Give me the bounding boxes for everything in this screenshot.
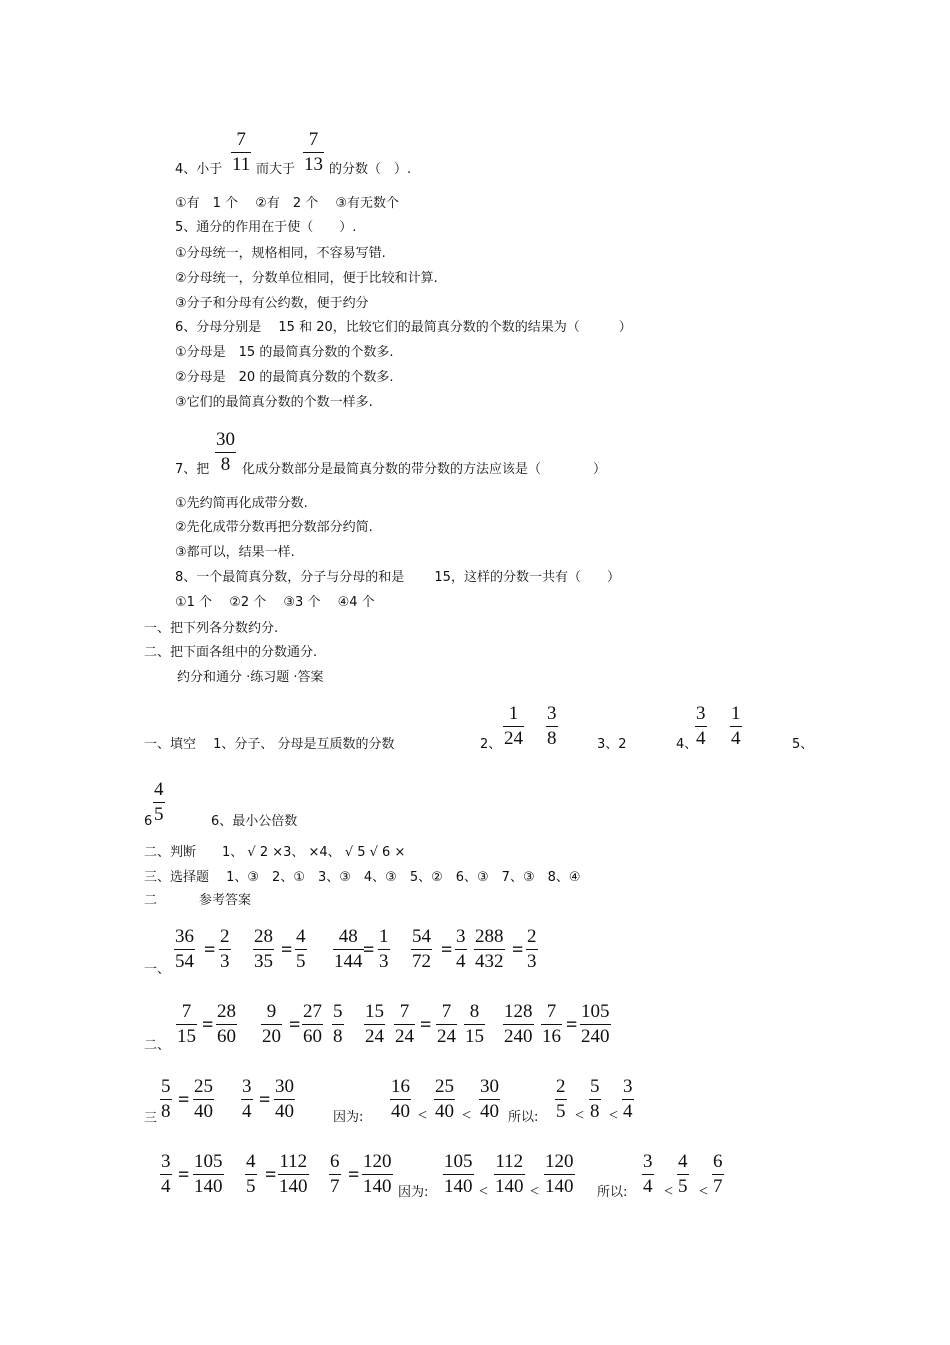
answer-1-item-5: 5、 [792,737,814,752]
fraction-4-5: 4 5 [154,779,164,825]
answer-3-choices: 三、选择题 1、③ 2、① 3、③ 4、③ 5、② 6、③ 7、③ 8、④ [144,870,581,885]
row1-fraction: 28 35 [254,926,273,972]
section-1-heading: 一、把下列各分数约分. [144,621,279,636]
equals-sign: = [265,1164,277,1186]
row4-fraction: 4 5 [678,1151,688,1197]
answer-1-text: 一、填空 1、分子、 分母是互质数的分数 [144,737,395,752]
row4-fraction: 112 140 [495,1151,524,1197]
row1-label: 一、 [144,962,171,977]
q7-option-1: ①先约简再化成带分数. [175,496,308,511]
fraction-3-8: 3 8 [547,703,557,749]
q7-text-b: 化成分数部分是最简真分数的带分数的方法应该是（ ） [242,462,607,477]
fraction-1-4: 1 4 [731,703,741,749]
section-2-heading: 二、把下面各组中的分数通分. [144,645,318,660]
equals-sign: = [348,1164,360,1186]
fraction-7-13: 7 13 [304,129,323,175]
row3-fraction: 3 4 [242,1076,252,1122]
q5-option-3: ③分子和分母有公约数，便于约分 [175,296,369,311]
equals-sign: = [363,939,375,961]
equals-sign: = [178,1089,190,1111]
answer-1-item-4: 4、 [676,737,698,752]
row3-fraction: 5 8 [590,1076,600,1122]
row1-fraction: 48 144 [334,926,363,972]
row3-fraction: 2 5 [556,1076,566,1122]
equals-sign: = [420,1014,432,1036]
q4-text-c: 的分数（ ）. [329,162,412,177]
row2-fraction: 9 20 [262,1001,281,1047]
q8-text: 8、一个最简真分数，分子与分母的和是 15，这样的分数一共有（ ） [175,570,620,585]
q6-option-1: ①分母是 15 的最简真分数的个数多. [175,345,394,360]
equals-sign: = [289,1014,301,1036]
q4-text-b: 而大于 [256,162,296,177]
row4-because: 因为: [398,1185,429,1200]
answer-1-item-6: 6、最小公倍数 [211,814,298,829]
q7-option-3: ③都可以，结果一样. [175,545,295,560]
less-than-sign: < [699,1183,709,1200]
row1-fraction: 4 5 [296,926,306,972]
equals-sign: = [259,1089,271,1111]
row4-fraction: 112 140 [279,1151,308,1197]
row4-fraction: 4 5 [246,1151,256,1197]
row1-fraction: 3 4 [456,926,466,972]
q4-text-a: 4、小于 [175,162,223,177]
answer-1-item-2: 2、 [480,737,502,752]
row4-fraction: 105 140 [194,1151,223,1197]
row4-fraction: 6 7 [330,1151,340,1197]
q7-option-2: ②先化成带分数再把分数部分约简. [175,520,373,535]
answer-2-judgement: 二、判断 1、 √ 2 ×3、 ×4、 √ 5 √ 6 × [144,845,406,860]
row4-fraction: 6 7 [713,1151,723,1197]
q6-text: 6、分母分别是 15 和 20，比较它们的最简真分数的个数的结果为（ ） [175,320,632,335]
row1-fraction: 288 432 [475,926,504,972]
equals-sign: = [512,939,524,961]
row3-fraction: 3 4 [623,1076,633,1122]
q7-text-a: 7、把 [175,462,210,477]
answer-1-item-3: 3、2 [597,737,627,752]
q5-option-1: ①分母统一，规格相同，不容易写错. [175,246,386,261]
row3-fraction: 25 40 [194,1076,213,1122]
fraction-1-24: 1 24 [504,703,523,749]
answer-1-item-6-num: 6 [144,814,153,829]
equals-sign: = [178,1164,190,1186]
row1-fraction: 1 3 [379,926,389,972]
row4-fraction: 3 4 [161,1151,171,1197]
row2-label: 二、 [144,1038,171,1053]
row2-fraction: 28 60 [217,1001,236,1047]
row4-fraction: 105 140 [444,1151,473,1197]
row3-fraction: 30 40 [480,1076,499,1122]
less-than-sign: < [462,1107,472,1124]
answer-title: 约分和通分 ·练习题 ·答案 [177,670,324,685]
equals-sign: = [566,1014,578,1036]
row3-because: 因为: [333,1110,364,1125]
less-than-sign: < [664,1183,674,1200]
row3-fraction: 25 40 [435,1076,454,1122]
row3-so: 所以: [508,1110,539,1125]
row3-label: 三 [144,1111,158,1126]
row4-fraction: 120 140 [545,1151,574,1197]
row4-so: 所以: [597,1185,628,1200]
row1-fraction: 54 72 [412,926,431,972]
less-than-sign: < [479,1183,489,1200]
fraction-3-4: 3 4 [696,703,706,749]
q5-option-2: ②分母统一，分数单位相同，便于比较和计算. [175,271,438,286]
row1-fraction: 36 54 [175,926,194,972]
equals-sign: = [281,939,293,961]
q5-text: 5、通分的作用在于使（ ）. [175,220,357,235]
q6-option-2: ②分母是 20 的最简真分数的个数多. [175,370,394,385]
row2-fraction: 7 24 [395,1001,414,1047]
row1-fraction: 2 3 [527,926,537,972]
row4-fraction: 3 4 [643,1151,653,1197]
equals-sign: = [202,1014,214,1036]
reference-answer-title: 参考答案 [199,893,252,908]
less-than-sign: < [418,1107,428,1124]
row2-fraction: 128 240 [504,1001,533,1047]
fraction-30-8: 30 8 [216,429,235,475]
row2-fraction: 5 8 [333,1001,343,1047]
row2-fraction: 7 24 [437,1001,456,1047]
row2-fraction: 7 15 [177,1001,196,1047]
q8-options: ①1 个 ②2 个 ③3 个 ④4 个 [175,595,375,610]
reference-label-num: 二 [144,893,158,908]
less-than-sign: < [609,1107,619,1124]
row4-fraction: 120 140 [363,1151,392,1197]
row2-fraction: 8 15 [465,1001,484,1047]
equals-sign: = [441,939,453,961]
row2-fraction: 7 16 [542,1001,561,1047]
row2-fraction: 105 240 [581,1001,610,1047]
q4-options: ①有 1 个 ②有 2 个 ③有无数个 [175,196,400,211]
equals-sign: = [204,939,216,961]
q6-option-3: ③它们的最简真分数的个数一样多. [175,395,373,410]
row2-fraction: 27 60 [303,1001,322,1047]
row1-fraction: 2 3 [220,926,230,972]
row3-fraction: 5 8 [161,1076,171,1122]
row3-fraction: 30 40 [275,1076,294,1122]
row3-fraction: 16 40 [391,1076,410,1122]
fraction-7-11: 7 11 [232,129,251,175]
row2-fraction: 15 24 [365,1001,384,1047]
less-than-sign: < [530,1183,540,1200]
less-than-sign: < [575,1107,585,1124]
